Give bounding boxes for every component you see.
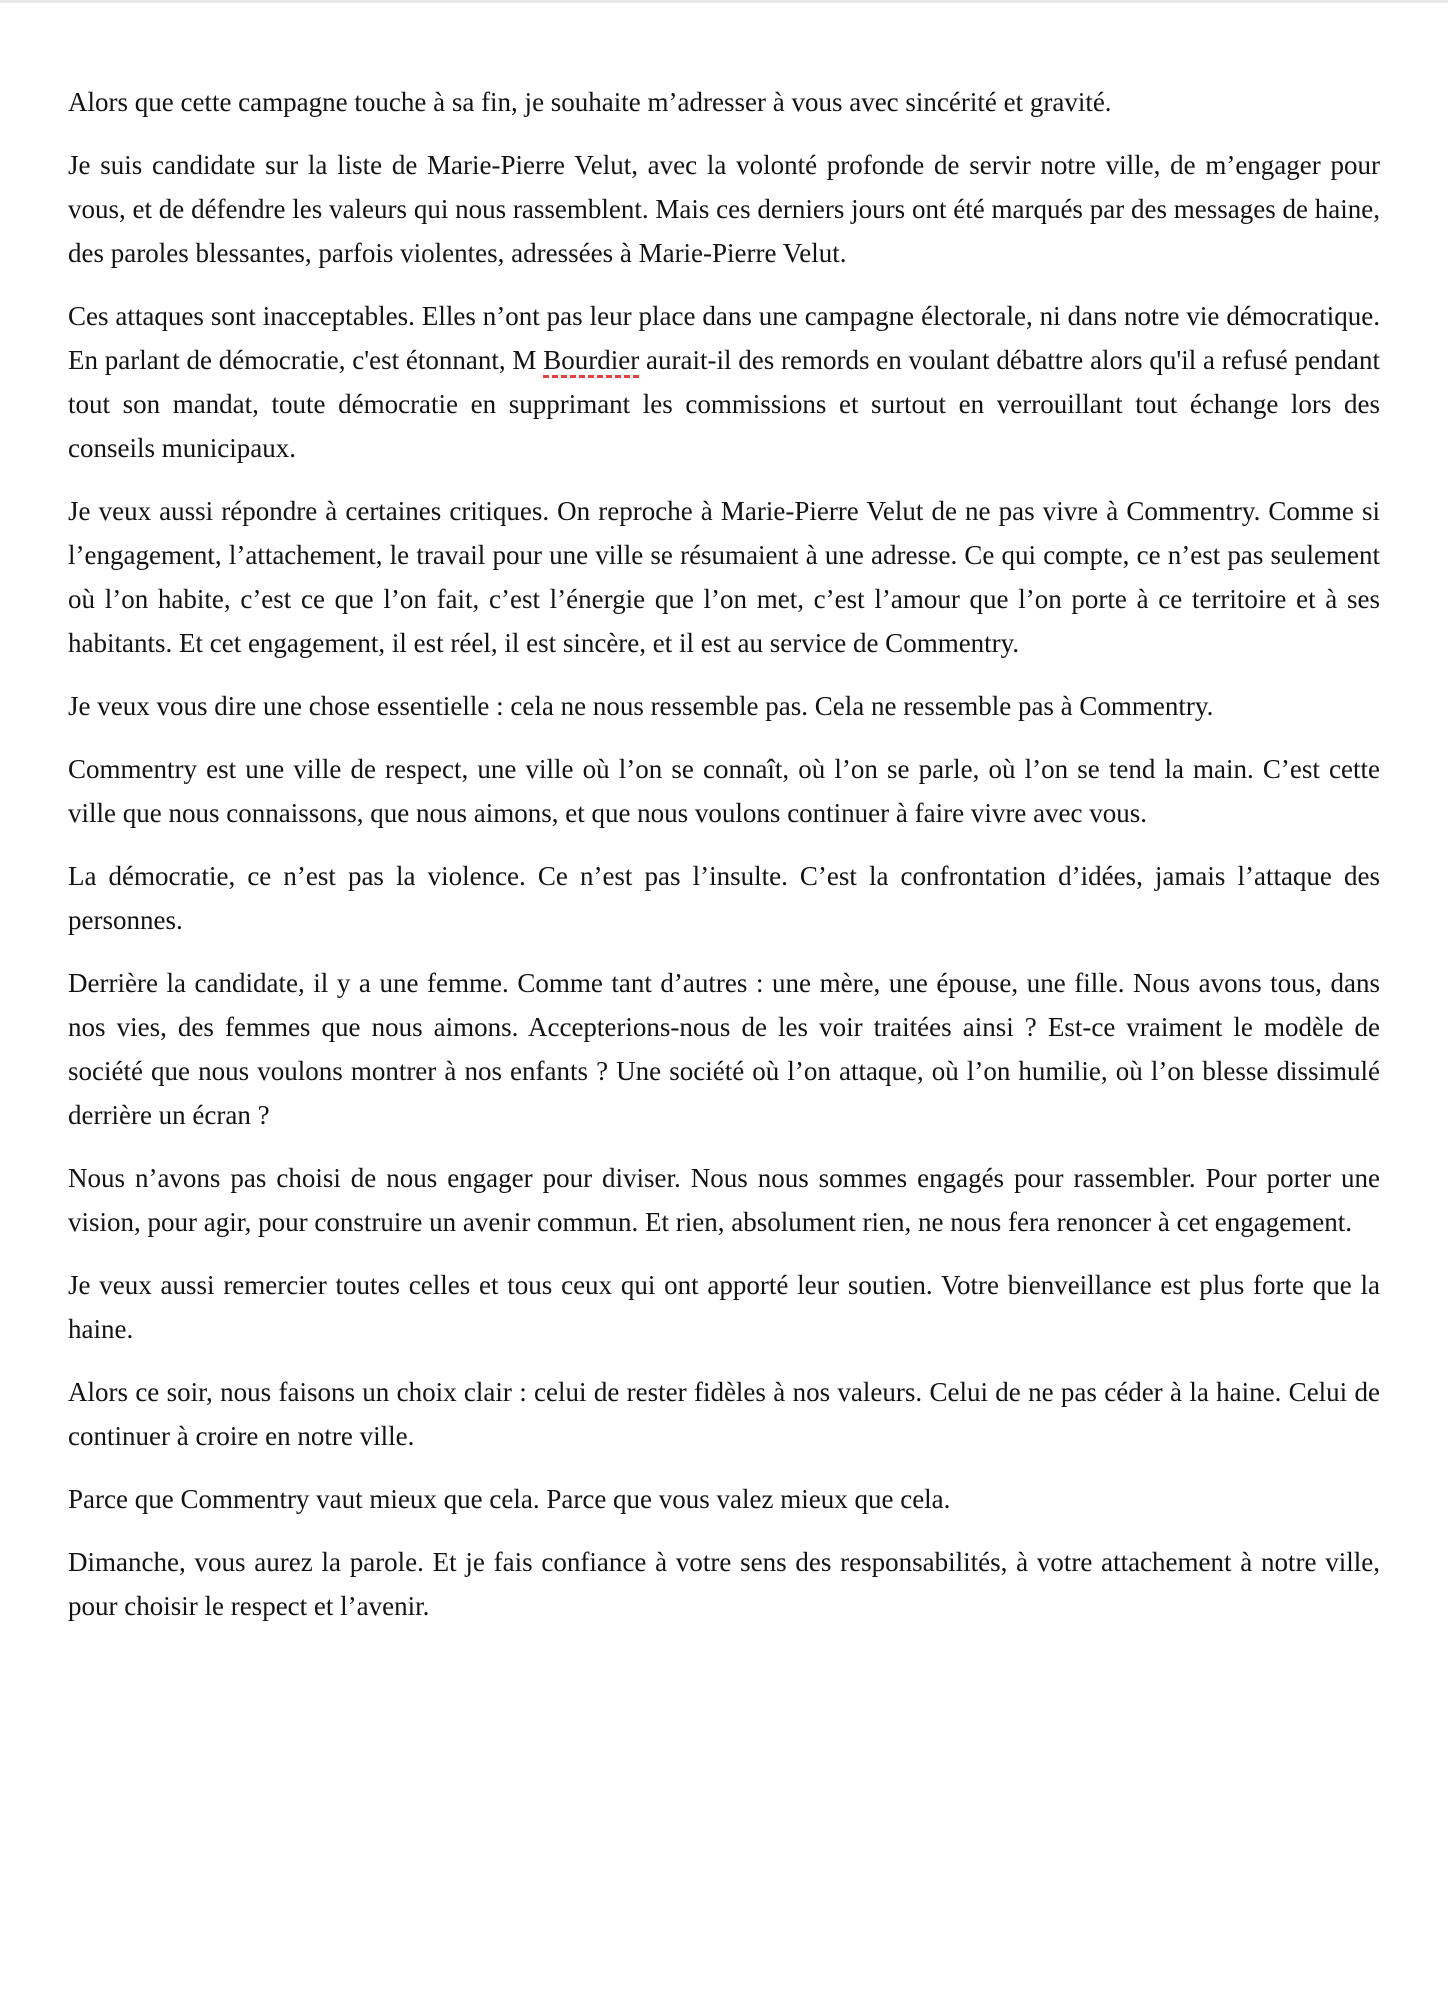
- paragraph-attacks-after: aurait-il des remords en voulant débattre alors qu'il a refusé pendant tout son mandat, toute démocratie en supprimant les commissions et surtout en verrouillant tout échange lors des conseils municipaux.: [68, 345, 1380, 463]
- paragraph-intro: Alors que cette campagne touche à sa fin, je souhaite m’adresser à vous avec sincérité et gravité.: [68, 87, 1112, 117]
- paragraph-commentry-vaut-mieux: Parce que Commentry vaut mieux que cela. Parce que vous valez mieux que cela.: [68, 1484, 951, 1514]
- paragraph-choix: Alors ce soir, nous faisons un choix clair : celui de rester fidèles à nos valeurs. Celui de ne pas céder à la haine. Celui de continuer à croire en notre ville.: [68, 1377, 1380, 1451]
- misspelled-word: Bourdier: [543, 345, 640, 375]
- paragraph-attacks: [68, 294, 1380, 470]
- paragraph-remerciements: Je veux aussi remercier toutes celles et tous ceux qui ont apporté leur soutien. Votre bienveillance est plus forte que la haine.: [68, 1270, 1380, 1344]
- paragraph-dimanche: Dimanche, vous aurez la parole. Et je fais confiance à votre sens des responsabilités, à votre attachement à notre ville, pour choisir le respect et l’avenir.: [68, 1547, 1380, 1621]
- paragraph-democratie: La démocratie, ce n’est pas la violence. Ce n’est pas l’insulte. C’est la confrontation d’idées, jamais l’attaque des personnes.: [68, 861, 1380, 935]
- paragraph-essentielle: Je veux vous dire une chose essentielle : cela ne nous ressemble pas. Cela ne ressemble pas à Commentry.: [68, 691, 1214, 721]
- paragraph-critiques: Je veux aussi répondre à certaines critiques. On reproche à Marie-Pierre Velut de ne pas vivre à Commentry. Comme si l’engagement, l’attachement, le travail pour une ville se résumaient à une adresse. Ce qui compte, ce n’est pas seulement où l’on habite, c’est ce que l’on fait, c’est l’énergie que l’on met, c’est l’amour que l’on porte à ce territoire et à ses habitants. Et cet engagement, il est réel, il est sincère, et il est au service de Commentry.: [68, 496, 1380, 658]
- paragraph-engagement: Nous n’avons pas choisi de nous engager pour diviser. Nous nous sommes engagés pour rassembler. Pour porter une vision, pour agir, pour construire un avenir commun. Et rien, absolument rien, ne nous fera renoncer à cet engagement.: [68, 1163, 1380, 1237]
- paragraph-attacks-before: Ces attaques sont inacceptables. Elles n’ont pas leur place dans une campagne électorale, ni dans notre vie démocratique. En parlant de démocratie, c'est étonnant, M: [68, 301, 1380, 375]
- letter-body: [68, 80, 1380, 1647]
- paragraph-candidate: Je suis candidate sur la liste de Marie-Pierre Velut, avec la volonté profonde de servir notre ville, de m’engager pour vous, et de défendre les valeurs qui nous rassemblent. Mais ces derniers jours ont été marqués par des messages de haine, des paroles blessantes, parfois violentes, adressées à Marie-Pierre Velut.: [68, 150, 1380, 268]
- page-top-edge: [0, 0, 1448, 3]
- paragraph-femme: Derrière la candidate, il y a une femme. Comme tant d’autres : une mère, une épouse, une fille. Nous avons tous, dans nos vies, des femmes que nous aimons. Accepterions-nous de les voir traitées ainsi ? Est-ce vraiment le modèle de société que nous voulons montrer à nos enfants ? Une société où l’on attaque, où l’on humilie, où l’on blesse dissimulé derrière un écran ?: [68, 968, 1380, 1130]
- paragraph-ville-respect: Commentry est une ville de respect, une ville où l’on se connaît, où l’on se parle, où l’on se tend la main. C’est cette ville que nous connaissons, que nous aimons, et que nous voulons continuer à faire vivre avec vous.: [68, 754, 1380, 828]
